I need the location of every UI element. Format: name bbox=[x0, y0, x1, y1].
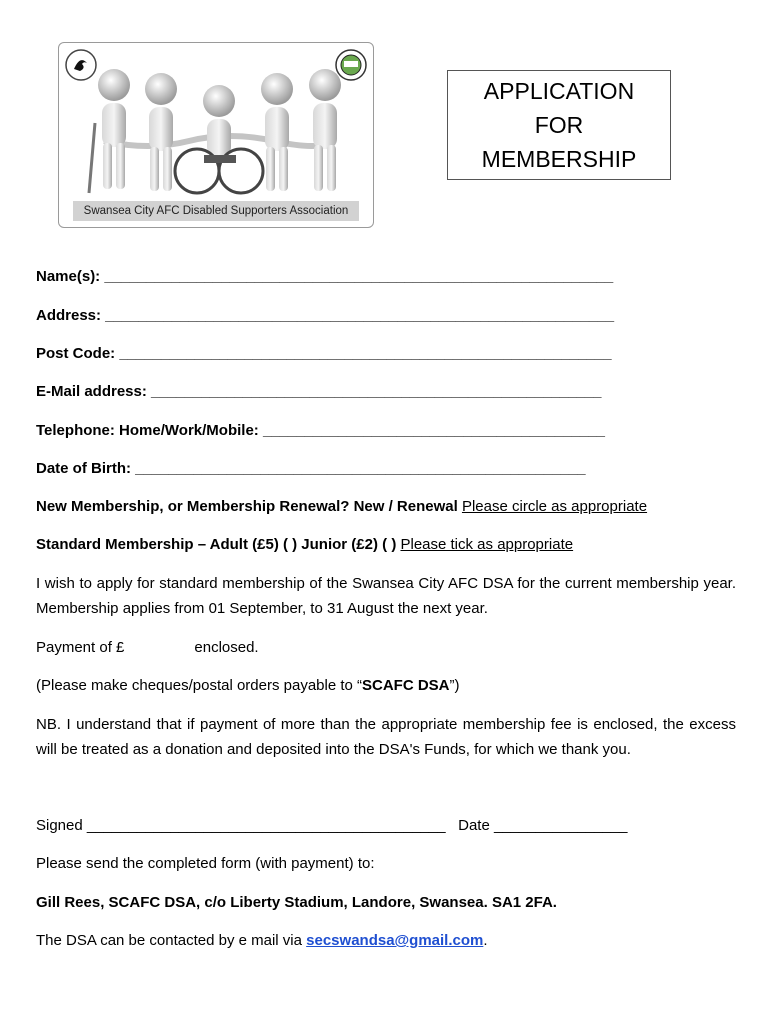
payee-name: SCAFC DSA bbox=[362, 677, 450, 694]
contact-prefix: The DSA can be contacted by e mail via bbox=[36, 932, 307, 949]
standard-membership-line bbox=[36, 536, 573, 553]
payment-line bbox=[36, 639, 259, 656]
cheques-prefix: (Please make cheques/postal orders payable to “ bbox=[36, 677, 363, 694]
contact-email-link[interactable]: secswandsa@gmail.com bbox=[306, 932, 484, 949]
send-to-text: Please send the completed form (with payment) to: bbox=[36, 855, 375, 872]
postal-address: Gill Rees, SCAFC DSA, c/o Liberty Stadium, Landore, Swansea. SA1 2FA. bbox=[36, 894, 557, 911]
logo-caption: Swansea City AFC Disabled Supporters Association bbox=[73, 201, 359, 221]
contact-line bbox=[36, 932, 488, 949]
date-field[interactable]: Date ________________ bbox=[458, 817, 628, 834]
postcode-field[interactable]: Post Code: ___________________________________________________________ bbox=[36, 345, 612, 362]
membership-type-text[interactable]: New Membership, or Membership Renewal? New / Renewal bbox=[36, 498, 462, 515]
address-field[interactable]: Address: _____________________________________________________________ bbox=[36, 307, 615, 324]
nb-paragraph: NB. I understand that if payment of more than the appropriate membership fee is enclosed, the excess will be treated as a donation and deposited into the DSA's Funds, for which we thank you. bbox=[36, 716, 736, 758]
payment-prefix: Payment of £ bbox=[36, 639, 125, 656]
membership-type-note: Please circle as appropriate bbox=[461, 498, 648, 515]
names-field[interactable]: Name(s): _____________________________________________________________ bbox=[36, 268, 614, 285]
contact-suffix: . bbox=[483, 932, 488, 949]
people-holding-hands-illustration bbox=[59, 43, 373, 203]
signature-line bbox=[36, 817, 627, 834]
title-line-2: FOR bbox=[534, 112, 584, 138]
standard-membership-text[interactable]: Standard Membership – Adult (£5) ( ) Junior (£2) ( ) bbox=[36, 536, 401, 553]
standard-membership-note: Please tick as appropriate bbox=[400, 536, 574, 553]
email-field[interactable]: E-Mail address: ______________________________________________________ bbox=[36, 383, 602, 400]
telephone-field[interactable]: Telephone: Home/Work/Mobile: _________________________________________ bbox=[36, 422, 605, 439]
cheques-suffix: ”) bbox=[449, 677, 460, 694]
signed-field[interactable]: Signed ___________________________________________ bbox=[36, 817, 446, 834]
title-line-3: MEMBERSHIP bbox=[481, 146, 637, 172]
apply-paragraph: I wish to apply for standard membership of the Swansea City AFC DSA for the current membership year. Membership applies from 01 September, to 31 August the next year. bbox=[36, 575, 736, 617]
cheques-line bbox=[36, 677, 460, 694]
title-box bbox=[447, 70, 671, 180]
dob-field[interactable]: Date of Birth: ______________________________________________________ bbox=[36, 460, 586, 477]
dsa-logo bbox=[58, 42, 374, 228]
payment-suffix: enclosed. bbox=[194, 639, 259, 656]
membership-type-line bbox=[36, 498, 647, 515]
title-line-1: APPLICATION bbox=[483, 78, 635, 104]
